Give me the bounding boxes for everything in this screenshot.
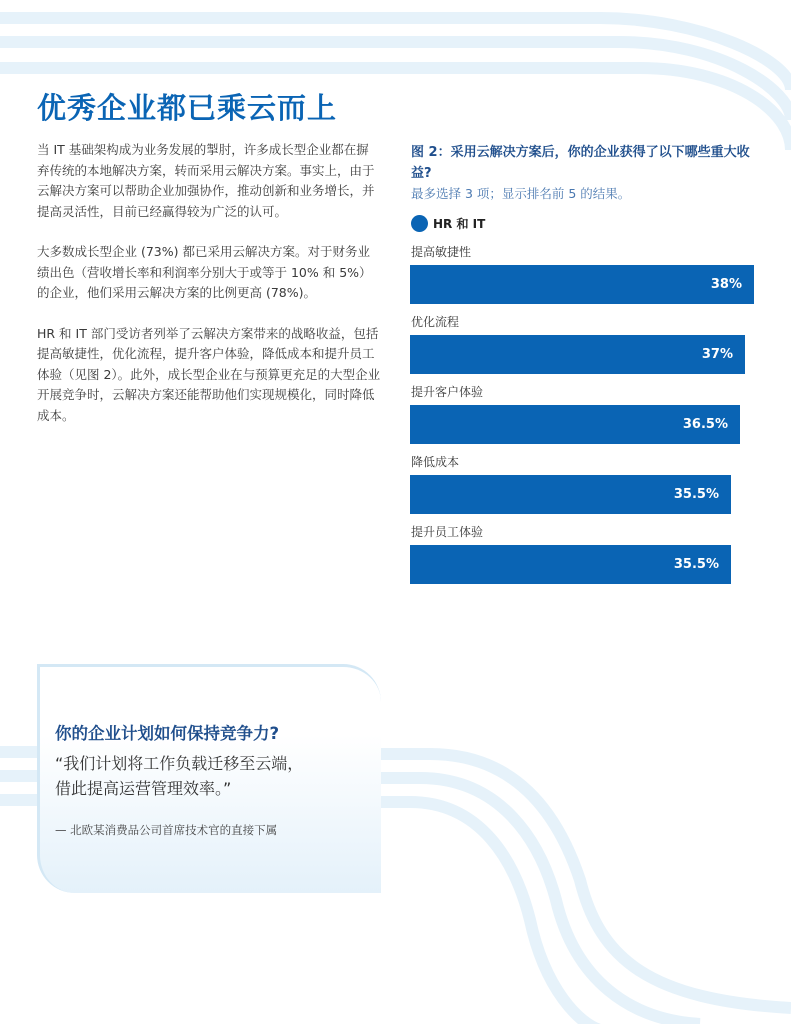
callout-quote [55, 751, 365, 801]
bar-category-label: 提升员工体验 [411, 525, 484, 539]
bar-value-label: 35.5% [673, 557, 719, 572]
page-title: 优秀企业都已乘云而上 [37, 91, 338, 125]
quote-line-1: “我们计划将工作负载迁移至云端， [55, 754, 304, 773]
paragraph-1: 当 IT 基础架构成为业务发展的掣肘，许多成长型企业都在摒弃传统的本地解决方案，转而采用云解决方案。事实上，由于云解决方案可以帮助企业加强协作，推动创新和业务增长，并提高灵活性，目前已经赢得较为广泛的认可。 [37, 142, 375, 219]
quote-line-2: 借此提高运营管理效率。” [55, 779, 232, 798]
bar [410, 335, 745, 374]
figure-title: 图 2：采用云解决方案后，你的企业获得了以下哪些重大收益? [411, 145, 750, 181]
bar [410, 265, 754, 304]
bar-value-label: 36.5% [682, 417, 728, 432]
bar [410, 545, 731, 584]
bar-value-label: 37% [701, 347, 733, 362]
bar-value-label: 38% [710, 277, 742, 292]
bar-category-label: 提高敏捷性 [411, 245, 472, 259]
bar-category-label: 提升客户体验 [411, 385, 484, 399]
body-text [37, 140, 381, 446]
paragraph-2: 大多数成长型企业 (73%) 都已采用云解决方案。对于财务业绩出色（营收增长率和利润率分别大于或等于 10% 和 5%）的企业，他们采用云解决方案的比例更高 (78%)。 [37, 244, 372, 300]
bar [410, 405, 740, 444]
bar-value-label: 35.5% [673, 487, 719, 502]
bar-category-label: 降低成本 [411, 455, 460, 469]
chart-legend [411, 215, 485, 232]
callout-box [37, 664, 381, 893]
bar [410, 475, 731, 514]
legend-swatch [411, 215, 428, 232]
quote-attribution: — 北欧某消费品公司首席技术官的直接下属 [55, 823, 278, 837]
legend-label: HR 和 IT [433, 217, 486, 231]
callout-question: 你的企业计划如何保持竞争力? [55, 724, 280, 743]
figure-subtitle: 最多选择 3 项；显示排名前 5 的结果。 [411, 186, 631, 201]
paragraph-3: HR 和 IT 部门受访者列举了云解决方案带来的战略收益，包括提高敏捷性，优化流程，提升客户体验，降低成本和提升员工体验（见图 2）。此外，成长型企业在与预算更充足的大型企业开展竞争时，云解决方案还能帮助他们实现规模化，同时降低成本。 [37, 325, 381, 423]
bar-category-label: 优化流程 [411, 315, 460, 329]
